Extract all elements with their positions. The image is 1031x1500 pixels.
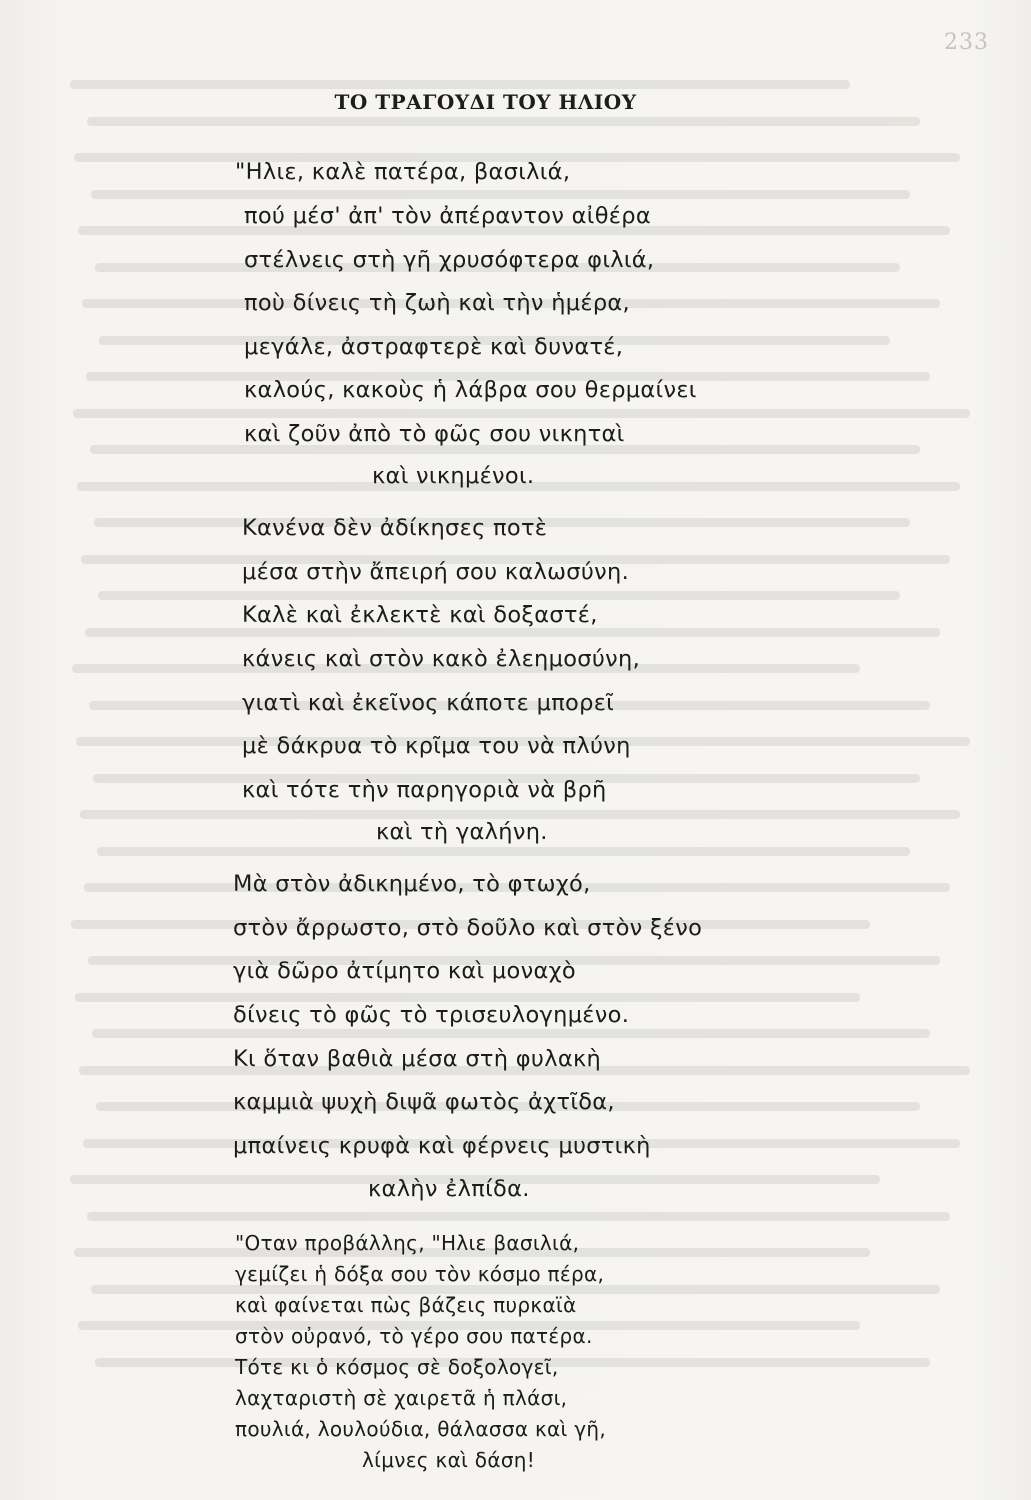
verse-line: μεγάλε, ἀστραφτερὲ καὶ δυνατέ, — [244, 334, 624, 360]
verse-line: καλούς, κακοὺς ἡ λάβρα σου θερμαίνει — [244, 377, 697, 403]
verse-line: Καλὲ καὶ ἐκλεκτὲ καὶ δοξαστέ, — [242, 602, 598, 628]
verse-line: στέλνεις στὴ γῆ χρυσόφτερα φιλιά, — [244, 247, 655, 273]
verse-line: Κανένα δὲν ἀδίκησες ποτὲ — [242, 515, 548, 541]
verse-line: μέσα στὴν ἄπειρή σου καλωσύνη. — [242, 559, 630, 585]
verse-line: γιατὶ καὶ ἐκεῖνος κάποτε μπορεῖ — [242, 690, 615, 716]
verse-line: πουλιά, λουλούδια, θάλασσα καὶ γῆ, — [235, 1417, 607, 1441]
verse-line: "Ηλιε, καλὲ πατέρα, βασιλιά, — [235, 159, 571, 185]
verse-line: μπαίνεις κρυφὰ καὶ φέρνεις μυστικὴ — [233, 1133, 651, 1159]
page-number: 233 — [944, 30, 989, 55]
verse-line: καὶ τὴ γαλήνη. — [376, 819, 548, 845]
verse-line: λαχταριστὴ σὲ χαιρετᾶ ἡ πλάσι, — [235, 1386, 568, 1410]
verse-line: Μὰ στὸν ἀδικημένο, τὸ φτωχό, — [233, 871, 591, 897]
verse-line: καὶ τότε τὴν παρηγοριὰ νὰ βρῆ — [242, 777, 607, 803]
verse-line: κάνεις καὶ στὸν κακὸ ἐλεημοσύνη, — [242, 646, 641, 672]
verse-line: μὲ δάκρυα τὸ κρῖμα του νὰ πλύνη — [242, 733, 631, 759]
verse-line: στὸν οὐρανό, τὸ γέρο σου πατέρα. — [235, 1324, 593, 1348]
verse-line: Κι ὅταν βαθιὰ μέσα στὴ φυλακὴ — [233, 1046, 602, 1072]
verse-line: καὶ νικημένοι. — [372, 463, 535, 489]
poem-title: ΤΟ ΤΡΑΓΟΥΔΙ ΤΟΥ ΗΛΙΟΥ — [334, 90, 637, 114]
verse-line: καλὴν ἐλπίδα. — [368, 1176, 530, 1202]
verse-line: δίνεις τὸ φῶς τὸ τρισευλογημένο. — [233, 1002, 630, 1028]
verse-line: γιὰ δῶρο ἀτίμητο καὶ μοναχὸ — [233, 958, 576, 984]
verse-line: γεμίζει ἡ δόξα σου τὸν κόσμο πέρα, — [235, 1262, 605, 1286]
verse-line: στὸν ἄρρωστο, στὸ δοῦλο καὶ στὸν ξένο — [233, 915, 703, 941]
verse-line: ποὺ δίνεις τὴ ζωὴ καὶ τὴν ἡμέρα, — [244, 290, 631, 316]
verse-line: "Οταν προβάλλης, "Ηλιε βασιλιά, — [235, 1231, 580, 1255]
verse-line: καμμιὰ ψυχὴ διψᾶ φωτὸς ἀχτῖδα, — [233, 1089, 615, 1115]
verse-line: λίμνες καὶ δάση! — [362, 1448, 536, 1472]
verse-line: καὶ φαίνεται πὼς βάζεις πυρκαϊὰ — [235, 1293, 577, 1317]
verse-line: Τότε κι ὁ κόσμος σὲ δοξολογεῖ, — [235, 1355, 559, 1379]
verse-line: καὶ ζοῦν ἀπὸ τὸ φῶς σου νικηταὶ — [244, 421, 625, 447]
verse-line: πού μέσ' ἀπ' τὸν ἀπέραντον αἰθέρα — [244, 203, 651, 229]
